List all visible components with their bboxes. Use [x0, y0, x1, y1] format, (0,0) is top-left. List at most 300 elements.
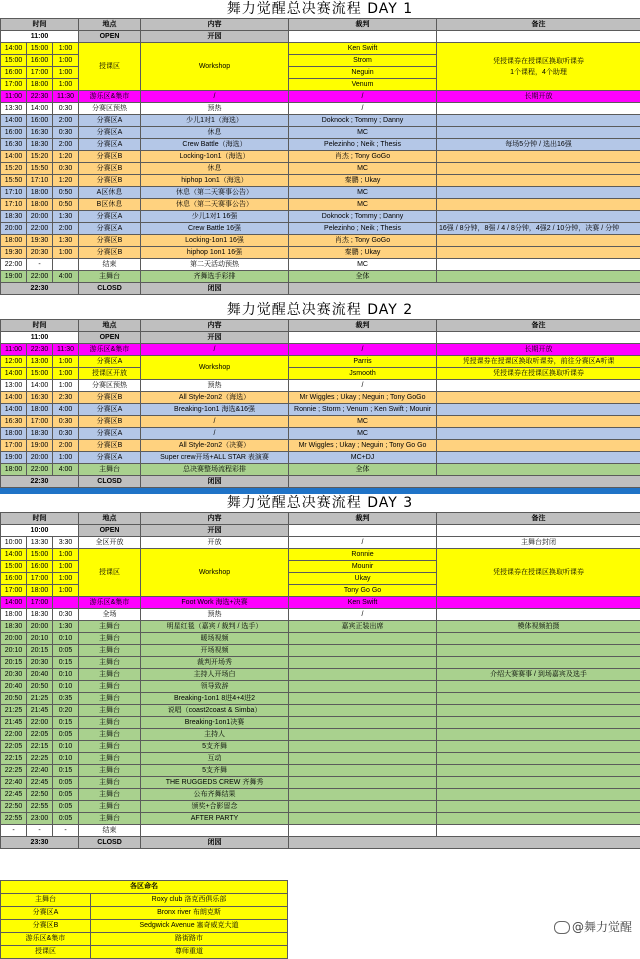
table-row: [1, 175, 640, 187]
note: [437, 717, 640, 729]
judge: MC: [289, 199, 437, 211]
zone-names-table: [0, 880, 288, 959]
end-time: 22:50: [27, 789, 53, 801]
start-time: 22:55: [1, 813, 27, 825]
end-time: 16:00: [27, 55, 53, 67]
end-time: 17:00: [27, 573, 53, 585]
open-row: [1, 31, 640, 43]
note: 每场5分钟 / 选出16强: [437, 139, 640, 151]
start-time: 18:00: [1, 235, 27, 247]
duration: 1:00: [53, 573, 79, 585]
location: 分赛区B: [79, 392, 141, 404]
location: B区休息: [79, 199, 141, 211]
start-time: 22:00: [1, 729, 27, 741]
location: 主舞台: [79, 717, 141, 729]
note: [437, 657, 640, 669]
start-time: 18:30: [1, 211, 27, 223]
end-time: 20:40: [27, 669, 53, 681]
start-time: 11:00: [1, 91, 27, 103]
note: [437, 633, 640, 645]
location: 分赛区A: [79, 139, 141, 151]
start-time: 14:00: [1, 368, 27, 380]
end-time: 17:00: [27, 67, 53, 79]
location: 分赛区A: [79, 452, 141, 464]
duration: 2:00: [53, 139, 79, 151]
note: [437, 392, 640, 404]
start-time: 17:00: [1, 440, 27, 452]
location: 主舞台: [79, 813, 141, 825]
start-time: 14:00: [1, 43, 27, 55]
duration: 0:50: [53, 187, 79, 199]
close-row: [1, 837, 640, 849]
note: [437, 597, 640, 609]
content: 主持人: [141, 729, 289, 741]
location: 主舞台: [79, 669, 141, 681]
duration: [53, 597, 79, 609]
duration: 0:30: [53, 428, 79, 440]
start-time: 18:30: [1, 621, 27, 633]
end-time: 16:30: [27, 392, 53, 404]
location: 分赛区A: [79, 356, 141, 368]
location: 主舞台: [79, 633, 141, 645]
schedule-table: [0, 512, 640, 849]
judge: [289, 657, 437, 669]
end-time: 21:25: [27, 693, 53, 705]
end-time: 20:00: [27, 211, 53, 223]
location: 结束: [79, 259, 141, 271]
content: 预热: [141, 103, 289, 115]
open-content: 开园: [141, 525, 289, 537]
end-time: 17:00: [27, 416, 53, 428]
table-row: [1, 765, 640, 777]
end-time: 18:00: [27, 79, 53, 91]
location: 授课区开放: [79, 368, 141, 380]
close-time: 22:30: [1, 283, 79, 295]
location: 分赛区预热: [79, 380, 141, 392]
open-time: 11:00: [1, 31, 79, 43]
content: Workshop: [141, 43, 289, 91]
judge: Mr Wiggles ; Ukay ; Neguin ; Tony Go Go: [289, 440, 437, 452]
note: [437, 693, 640, 705]
start-time: 10:00: [1, 537, 27, 549]
judge: MC: [289, 428, 437, 440]
end-time: -: [27, 825, 53, 837]
table-row: [1, 151, 640, 163]
judge: Strom: [289, 55, 437, 67]
table-row: [1, 163, 640, 175]
duration: 1:00: [53, 43, 79, 55]
start-time: 22:00: [1, 259, 27, 271]
close-content: 闭园: [141, 283, 289, 295]
table-header-row: [1, 320, 640, 332]
end-time: 22:40: [27, 765, 53, 777]
location: 主舞台: [79, 729, 141, 741]
end-time: 22:05: [27, 729, 53, 741]
header-cell: 内容: [141, 19, 289, 31]
header-cell: 裁判: [289, 513, 437, 525]
table-row: [1, 235, 640, 247]
note: [437, 549, 640, 597]
note: [437, 789, 640, 801]
start-time: 15:50: [1, 175, 27, 187]
duration: 0:05: [53, 789, 79, 801]
end-time: 22:30: [27, 91, 53, 103]
judge: [289, 705, 437, 717]
header-cell: 内容: [141, 513, 289, 525]
content: 暖场视频: [141, 633, 289, 645]
header-cell: 地点: [79, 320, 141, 332]
note: [437, 199, 640, 211]
end-time: -: [27, 259, 53, 271]
judge: 秦鹏 ; Ukay: [289, 175, 437, 187]
note: [437, 753, 640, 765]
schedule-table: [0, 18, 640, 295]
note: [437, 163, 640, 175]
duration: 0:05: [53, 645, 79, 657]
judge: [289, 789, 437, 801]
zone-name-row: 授课区 尊师重道: [1, 946, 288, 959]
location: 主舞台: [79, 645, 141, 657]
open-row: [1, 332, 640, 344]
note: [437, 404, 640, 416]
table-row: [1, 537, 640, 549]
content: Breaking-1on1决赛: [141, 717, 289, 729]
note: 凭授课券在授课区换取听课券，前往分赛区A听课: [437, 356, 640, 368]
table-row: [1, 729, 640, 741]
note: [437, 235, 640, 247]
table-row: [1, 597, 640, 609]
note-line: 凭授课券在授课区换取听课券: [439, 567, 638, 578]
judge: [289, 669, 437, 681]
table-row: [1, 416, 640, 428]
location: 分赛区A: [79, 223, 141, 235]
table-row: [1, 681, 640, 693]
duration: 2:00: [53, 223, 79, 235]
header-cell: 裁判: [289, 320, 437, 332]
location: 主舞台: [79, 464, 141, 476]
location: 分赛区B: [79, 440, 141, 452]
table-row: [1, 633, 640, 645]
duration: 0:10: [53, 741, 79, 753]
note: [437, 43, 640, 91]
start-time: 15:20: [1, 163, 27, 175]
close-time: 22:30: [1, 476, 79, 488]
location: 分赛区B: [79, 416, 141, 428]
start-time: 20:00: [1, 223, 27, 235]
content: All Style-2on2（决赛）: [141, 440, 289, 452]
start-time: 16:30: [1, 139, 27, 151]
duration: 2:30: [53, 392, 79, 404]
location: 分赛区预热: [79, 103, 141, 115]
end-time: 19:00: [27, 440, 53, 452]
table-row: [1, 91, 640, 103]
duration: 1:30: [53, 235, 79, 247]
start-time: 13:30: [1, 103, 27, 115]
open-judge: [289, 525, 437, 537]
content: /: [141, 428, 289, 440]
note-line: 凭授课券在授课区换取听课券: [439, 56, 638, 67]
open-label: OPEN: [79, 31, 141, 43]
table-row: [1, 115, 640, 127]
judge: Mr Wiggles ; Ukay ; Neguin ; Tony GoGo: [289, 392, 437, 404]
header-cell: 地点: [79, 513, 141, 525]
end-time: 22:55: [27, 801, 53, 813]
location: 游乐区&集市: [79, 91, 141, 103]
duration: 1:00: [53, 549, 79, 561]
note-line: 1个课程，4个助理: [439, 67, 638, 78]
location: 分赛区A: [79, 115, 141, 127]
location: 分赛区B: [79, 235, 141, 247]
duration: [53, 259, 79, 271]
content: Locking-1on1 16强: [141, 235, 289, 247]
judge: [289, 729, 437, 741]
table-row: [1, 813, 640, 825]
header-time: 时间: [1, 320, 79, 332]
judge: Jsmooth: [289, 368, 437, 380]
content: 齐舞选手彩排: [141, 271, 289, 283]
open-time: 11:00: [1, 332, 79, 344]
header-cell: 内容: [141, 320, 289, 332]
duration: 0:30: [53, 609, 79, 621]
duration: 0:10: [53, 633, 79, 645]
duration: 3:30: [53, 537, 79, 549]
judge: Tony Go Go: [289, 585, 437, 597]
table-header-row: [1, 19, 640, 31]
table-row: [1, 127, 640, 139]
location: 主舞台: [79, 753, 141, 765]
judge: [289, 777, 437, 789]
close-label: CLOSD: [79, 283, 141, 295]
location: 分赛区A: [79, 428, 141, 440]
end-time: 20:30: [27, 657, 53, 669]
duration: 1:00: [53, 585, 79, 597]
duration: 1:00: [53, 380, 79, 392]
end-time: 22:00: [27, 271, 53, 283]
day-title: 舞力觉醒总决赛流程 DAY 3: [0, 494, 640, 512]
location: 主舞台: [79, 693, 141, 705]
content: /: [141, 416, 289, 428]
zone-name-row: 游乐区&集市 路街路市: [1, 933, 288, 946]
table-row: [1, 464, 640, 476]
start-time: 20:15: [1, 657, 27, 669]
content: 开放: [141, 537, 289, 549]
judge: [289, 753, 437, 765]
table-row: [1, 187, 640, 199]
content: 少儿1对1 16强: [141, 211, 289, 223]
header-time: 时间: [1, 19, 79, 31]
judge: MC: [289, 416, 437, 428]
note: [437, 440, 640, 452]
table-row: [1, 440, 640, 452]
weibo-logo-icon: [554, 921, 570, 934]
start-time: 17:10: [1, 199, 27, 211]
start-time: 22:50: [1, 801, 27, 813]
note: [437, 729, 640, 741]
duration: 1:30: [53, 621, 79, 633]
location: 结束: [79, 825, 141, 837]
content: 预热: [141, 609, 289, 621]
judge: [289, 633, 437, 645]
end-time: 22:25: [27, 753, 53, 765]
open-content: 开园: [141, 31, 289, 43]
start-time: 16:00: [1, 573, 27, 585]
start-time: 22:25: [1, 765, 27, 777]
table-row: [1, 103, 640, 115]
content: Locking-1on1（海选）: [141, 151, 289, 163]
location: 分赛区B: [79, 151, 141, 163]
content: 领导致辞: [141, 681, 289, 693]
duration: 2:00: [53, 440, 79, 452]
location: 主舞台: [79, 657, 141, 669]
location: 主舞台: [79, 765, 141, 777]
duration: 0:10: [53, 753, 79, 765]
location: 授课区: [79, 43, 141, 91]
header-cell: 备注: [437, 19, 640, 31]
location: 授课区: [79, 549, 141, 597]
duration: 0:30: [53, 163, 79, 175]
judge: MC+DJ: [289, 452, 437, 464]
duration: 2:00: [53, 115, 79, 127]
judge: MC: [289, 259, 437, 271]
start-time: 16:00: [1, 67, 27, 79]
table-row: [1, 211, 640, 223]
close-row: [1, 283, 640, 295]
end-time: 15:00: [27, 43, 53, 55]
start-time: 14:00: [1, 115, 27, 127]
table-row: [1, 380, 640, 392]
start-time: 22:40: [1, 777, 27, 789]
table-row: [1, 717, 640, 729]
duration: -: [53, 825, 79, 837]
content: Super crew开场+ALL STAR 表演赛: [141, 452, 289, 464]
duration: 0:10: [53, 681, 79, 693]
judge: Venum: [289, 79, 437, 91]
content: 互动: [141, 753, 289, 765]
end-time: 17:00: [27, 597, 53, 609]
table-row: [1, 344, 640, 356]
end-time: 22:00: [27, 464, 53, 476]
duration: 0:05: [53, 777, 79, 789]
close-row: [1, 476, 640, 488]
content: 5支齐舞: [141, 765, 289, 777]
location: 分赛区B: [79, 163, 141, 175]
day-title: 舞力觉醒总决赛流程 DAY 2: [0, 301, 640, 319]
start-time: 15:00: [1, 561, 27, 573]
judge: 全体: [289, 271, 437, 283]
note: [437, 801, 640, 813]
open-judge: [289, 31, 437, 43]
content: All Style-2on2（海选）: [141, 392, 289, 404]
note: [437, 609, 640, 621]
content: 5支齐舞: [141, 741, 289, 753]
duration: 0:15: [53, 717, 79, 729]
judge: /: [289, 91, 437, 103]
start-time: 19:00: [1, 271, 27, 283]
start-time: 13:00: [1, 380, 27, 392]
judge: 肖杰 ; Tony GoGo: [289, 235, 437, 247]
note: 长期开放: [437, 344, 640, 356]
duration: 1:00: [53, 55, 79, 67]
judge: [289, 765, 437, 777]
note: [437, 127, 640, 139]
judge: Neguin: [289, 67, 437, 79]
note: [437, 464, 640, 476]
duration: 11:30: [53, 344, 79, 356]
end-time: 22:15: [27, 741, 53, 753]
start-time: 12:00: [1, 356, 27, 368]
duration: 1:20: [53, 175, 79, 187]
content: Foot Work 海选+决赛: [141, 597, 289, 609]
duration: 0:30: [53, 416, 79, 428]
table-row: [1, 356, 640, 368]
location: 游乐区&集市: [79, 344, 141, 356]
zone-name-row: 主舞台 Roxy club 洛克西俱乐部: [1, 894, 288, 907]
table-row: [1, 609, 640, 621]
end-time: 20:10: [27, 633, 53, 645]
end-time: 16:00: [27, 115, 53, 127]
start-time: -: [1, 825, 27, 837]
judge: Parris: [289, 356, 437, 368]
note: [437, 416, 640, 428]
judge: Pelezinho ; Neik ; Thesis: [289, 223, 437, 235]
note: [437, 428, 640, 440]
judge: [289, 645, 437, 657]
start-time: 18:00: [1, 428, 27, 440]
content: /: [141, 344, 289, 356]
duration: 0:35: [53, 693, 79, 705]
open-content: 开园: [141, 332, 289, 344]
content: Breaking-1on1 8进4+4进2: [141, 693, 289, 705]
duration: 1:00: [53, 561, 79, 573]
close-content: 闭园: [141, 837, 289, 849]
location: 主舞台: [79, 705, 141, 717]
note: [437, 777, 640, 789]
end-time: 18:00: [27, 404, 53, 416]
duration: 0:05: [53, 813, 79, 825]
location: 主舞台: [79, 777, 141, 789]
table-row: [1, 368, 640, 380]
location: 主舞台: [79, 271, 141, 283]
duration: 0:05: [53, 801, 79, 813]
content: 休息（第二天赛事公告）: [141, 187, 289, 199]
content: 休息（第二天赛事公告）: [141, 199, 289, 211]
location: 主舞台: [79, 789, 141, 801]
duration: 1:00: [53, 67, 79, 79]
start-time: 14:00: [1, 151, 27, 163]
judge: [289, 693, 437, 705]
judge: Ken Swift: [289, 597, 437, 609]
content: 裁判开场秀: [141, 657, 289, 669]
start-time: 16:30: [1, 416, 27, 428]
content: 主持人开场白: [141, 669, 289, 681]
judge: 肖杰 ; Tony GoGo: [289, 151, 437, 163]
content: Breaking-1on1 海选&16强: [141, 404, 289, 416]
note: 16强 / 8分钟，8强 / 4 / 8分钟，4强2 / 10分钟，决赛 / 分钟: [437, 223, 640, 235]
content: 休息: [141, 127, 289, 139]
duration: 4:00: [53, 464, 79, 476]
duration: 1:00: [53, 452, 79, 464]
start-time: 17:00: [1, 585, 27, 597]
note: 凭授课券在授课区换取听课券: [437, 368, 640, 380]
location: 游乐区&集市: [79, 597, 141, 609]
note: [437, 271, 640, 283]
content: AFTER PARTY: [141, 813, 289, 825]
start-time: 20:00: [1, 633, 27, 645]
end-time: 13:00: [27, 356, 53, 368]
judge: Pelezinho ; Neik ; Thesis: [289, 139, 437, 151]
content: 开场视频: [141, 645, 289, 657]
start-time: 14:00: [1, 404, 27, 416]
